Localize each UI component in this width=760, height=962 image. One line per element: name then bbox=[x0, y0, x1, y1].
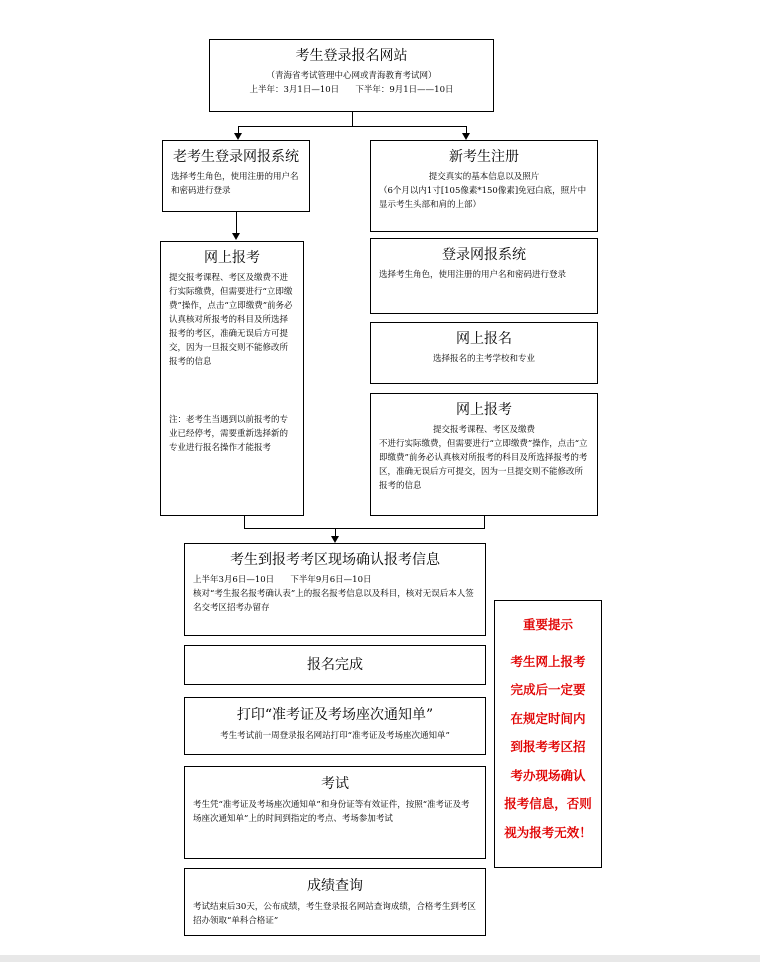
confirm-title: 考生到报考考区现场确认报考信息 bbox=[230, 552, 440, 568]
result-body: 考试结束后30天，公布成绩，考生登录报名网站查询成绩，合格考生到考区招办领取“单科合格证” bbox=[193, 902, 476, 926]
warning-line: 到报考考区招 bbox=[510, 739, 586, 754]
print-title: 打印“准考证及考场座次通知单” bbox=[236, 707, 434, 723]
arrow-head bbox=[232, 233, 240, 240]
page-bottom-bar bbox=[0, 955, 760, 962]
done-title: 报名完成 bbox=[307, 657, 363, 673]
new-report-title: 网上报考 bbox=[456, 402, 512, 418]
new-login-body: 选择考生角色，使用注册的用户名和密码进行登录 bbox=[379, 270, 567, 280]
confirm-body: 核对“考生报名报考确认表”上的报名报考信息以及科目，核对无误后本人签名交考区招考办留存 bbox=[193, 589, 474, 613]
new-register-photo-note: （6个月以内1寸[105像素*150像素]免冠白底，照片中显示考生头部和肩的上部） bbox=[379, 186, 587, 210]
new-report-detail: 不进行实际缴费，但需要进行“立即缴费”操作，点击“立即缴费”前务必认真核对所报考的科目及所选择报考的考区，准确无误后方可提交，因为一旦提交则不能修改所报考的信息 bbox=[379, 439, 588, 491]
arrow-head bbox=[331, 536, 339, 543]
new-register-box bbox=[370, 140, 598, 232]
exam-box bbox=[184, 766, 486, 859]
new-register-body: 提交真实的基本信息以及照片 bbox=[428, 172, 540, 182]
new-signup-title: 网上报名 bbox=[456, 331, 512, 347]
warning-line: 考办现场确认 bbox=[510, 767, 586, 783]
old-login-title: 老考生登录网报系统 bbox=[173, 149, 299, 165]
old-login-body: 选择考生角色，使用注册的用户名和密码进行登录 bbox=[171, 172, 299, 196]
warning-line: 完成后一定要 bbox=[510, 682, 586, 697]
done-box bbox=[184, 645, 486, 685]
start-title: 考生登录报名网站 bbox=[295, 48, 408, 64]
connector bbox=[238, 126, 467, 127]
exam-body: 考生凭“准考证及考场座次通知单”和身份证等有效证件，按照“准考证及考场座次通知单”上的时间到指定的考点、考场参加考试 bbox=[193, 800, 470, 824]
old-report-body: 提交报考课程、考区及缴费不进行实际缴费，但需要进行“立即缴费”操作，点击“立即缴费”前务必认真核对所报考的科目及所选择报考的考区，准确无误后方可提交，因为一旦报交则不能修改所报考的信息 bbox=[169, 273, 293, 367]
warning-box bbox=[494, 600, 602, 868]
new-signup-body: 选择报名的主考学校和专业 bbox=[432, 354, 535, 364]
warning-line: 视为报考无效！ bbox=[504, 824, 592, 840]
exam-title: 考试 bbox=[321, 776, 349, 792]
print-box bbox=[184, 697, 486, 755]
new-signup-box bbox=[370, 322, 598, 384]
confirm-box bbox=[184, 543, 486, 636]
old-report-title: 网上报考 bbox=[204, 250, 260, 266]
warning-line: 考生网上报考 bbox=[510, 653, 586, 669]
warning-heading: 重要提示 bbox=[522, 617, 573, 632]
start-subtitle: （青海省考试管理中心网或青海教育考试网） bbox=[266, 71, 437, 81]
old-report-box bbox=[160, 241, 304, 516]
new-login-title: 登录网报系统 bbox=[442, 247, 526, 263]
start-dates: 上半年：3月1日—10日 下半年：9月1日——10日 bbox=[249, 85, 454, 95]
confirm-dates: 上半年3月6日—10日 下半年9月6日—10日 bbox=[193, 575, 372, 585]
result-title: 成绩查询 bbox=[307, 878, 363, 894]
result-box bbox=[184, 868, 486, 936]
connector bbox=[244, 528, 485, 529]
new-login-box bbox=[370, 238, 598, 314]
new-report-body: 提交报考课程、考区及缴费 bbox=[432, 425, 535, 435]
connector bbox=[352, 112, 353, 127]
old-report-note: 注：老考生当遇到以前报考的专业已经停考，需要重新选择新的专业进行报名操作才能报考 bbox=[169, 415, 289, 453]
arrow-head bbox=[462, 133, 470, 140]
old-login-box bbox=[162, 140, 310, 212]
start-box bbox=[209, 39, 494, 112]
warning-line: 报考信息，否则 bbox=[504, 796, 592, 811]
new-register-title: 新考生注册 bbox=[449, 149, 519, 165]
print-body: 考生考试前一周登录报名网站打印“准考证及考场座次通知单” bbox=[220, 731, 450, 741]
new-report-box bbox=[370, 393, 598, 516]
warning-line: 在规定时间内 bbox=[510, 710, 586, 726]
connector bbox=[236, 212, 237, 234]
arrow-head bbox=[234, 133, 242, 140]
